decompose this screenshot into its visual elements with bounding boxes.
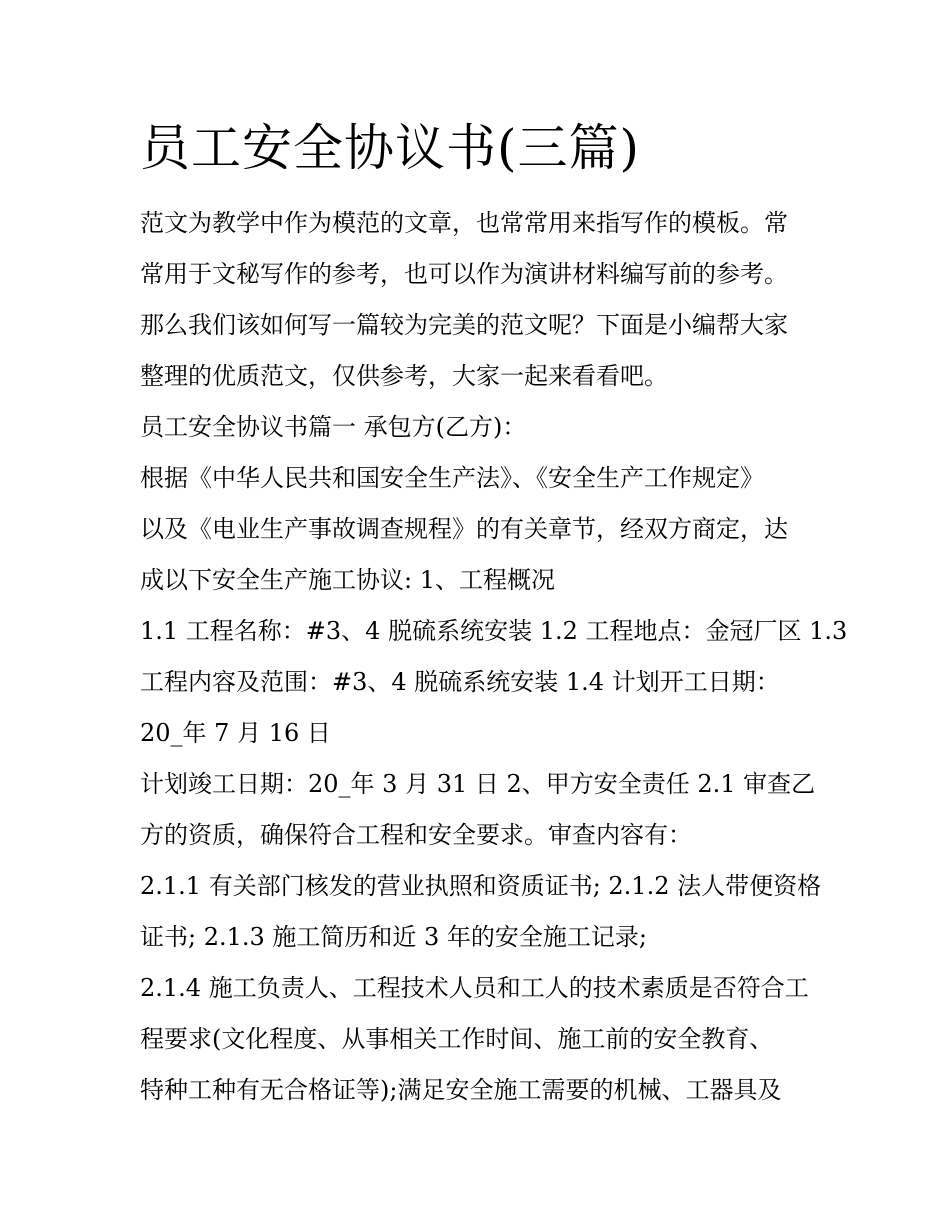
body-line: 范文为教学中作为模范的文章，也常常用来指写作的模板。常 — [140, 209, 788, 237]
body-line: 根据《中华人民共和国安全生产法》、《安全生产工作规定》 — [140, 464, 764, 492]
body-line: 2.1.1 有关部门核发的营业执照和资质证书; 2.1.2 法人带便资格 — [140, 872, 822, 900]
document-title: 员工安全协议书(三篇) — [140, 119, 641, 177]
body-line: 程要求(文化程度、从事相关工作时间、施工前的安全教育、 — [140, 1025, 774, 1053]
body-line: 以及《电业生产事故调查规程》的有关章节，经双方商定，达 — [140, 515, 788, 543]
body-line: 20_年 7 月 16 日 — [140, 719, 331, 747]
body-line: 成以下安全生产施工协议: 1、工程概况 — [140, 566, 555, 594]
body-line: 方的资质，确保符合工程和安全要求。审查内容有： — [140, 821, 692, 849]
body-line: 证书; 2.1.3 施工简历和近 3 年的安全施工记录; — [140, 923, 648, 951]
body-line: 1.1 工程名称：#3、4 脱硫系统安装 1.2 工程地点：金冠厂区 1.3 — [140, 617, 848, 645]
body-line: 2.1.4 施工负责人、工程技术人员和工人的技术素质是否符合工 — [140, 974, 809, 1002]
body-line: 那么我们该如何写一篇较为完美的范文呢？下面是小编帮大家 — [140, 311, 788, 339]
body-line: 常用于文秘写作的参考，也可以作为演讲材料编写前的参考。 — [140, 260, 788, 288]
body-line: 整理的优质范文，仅供参考，大家一起来看看吧。 — [140, 362, 668, 390]
document-body — [140, 198, 848, 1116]
section-heading-line: 员工安全协议书篇一 承包方(乙方)： — [140, 413, 527, 441]
body-line: 计划竣工日期：20_年 3 月 31 日 2、甲方安全责任 2.1 审查乙 — [140, 770, 816, 798]
body-line: 特种工种有无合格证等);满足安全施工需要的机械、工器具及 — [140, 1076, 782, 1104]
body-line: 工程内容及范围：#3、4 脱硫系统安装 1.4 计划开工日期： — [140, 668, 780, 696]
